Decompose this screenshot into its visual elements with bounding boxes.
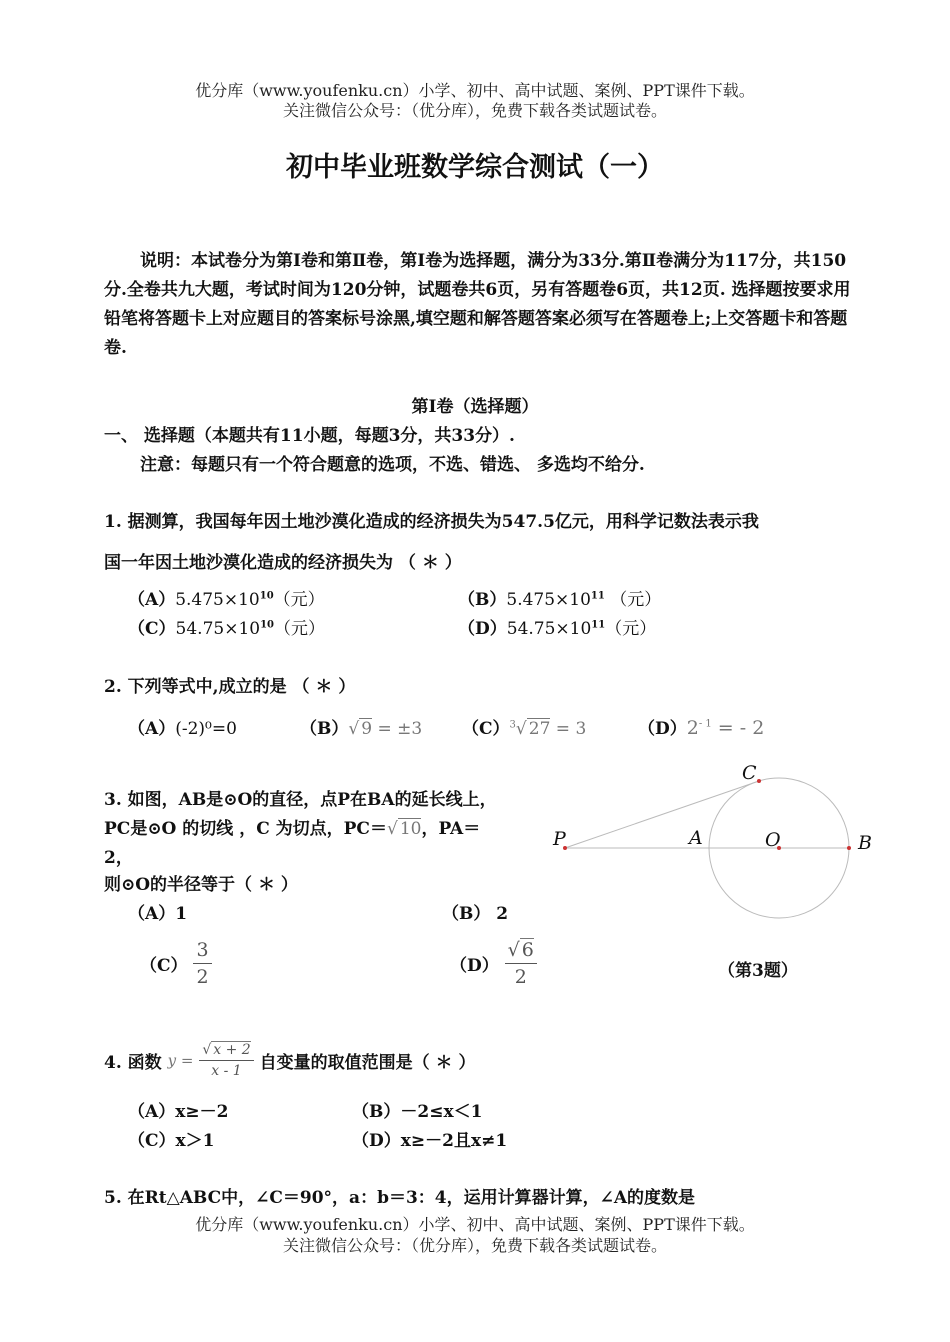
q1-option-a: $(A)5.475\times 10^{10}$（元）: [128, 590, 325, 610]
q1-stem-line2: 国一年因土地沙漠化造成的经济损失为 （ ＊ ）: [104, 553, 462, 573]
point-b: [847, 846, 851, 850]
label-b: B: [858, 832, 872, 854]
q4-option-d: （D）x≥－2且x≠1: [352, 1131, 508, 1151]
section-part: 一、 选择题（本题共有11小题，每题3分，共33分）.: [104, 426, 515, 446]
header-line-1: 优分库（www.youfenku.cn）小学、初中、高中试题、案例、PPT课件下载。: [195, 81, 755, 100]
q3-geometry-figure: [545, 760, 875, 930]
q2-option-d: $(D)2^{- 1}$ = - 2: [638, 717, 765, 739]
label-c: C: [742, 762, 757, 784]
q2-option-b: （B）√ 9 = ±3: [300, 719, 423, 739]
q3-option-d: （D） $\frac{√ 6}{2}$: [450, 937, 537, 990]
q4-option-b: （B）－2≤x＜1: [352, 1102, 483, 1122]
q3-line3: 2，: [104, 848, 133, 868]
q1-option-b: $(B)5.475\times 10^{11}$ （元）: [458, 590, 662, 610]
q2-stem: 2. 下列等式中,成立的是 （ ＊ ）: [104, 677, 356, 697]
label-p: P: [553, 828, 566, 850]
q5-stem: 5. 在Rt△ABC中，∠C＝90°，a：b＝3：4，运用计算器计算，∠A的度数是: [104, 1188, 696, 1208]
instructions: 说明：本试卷分为第Ⅰ卷和第Ⅱ卷，第Ⅰ卷为选择题，满分为33分.第Ⅱ卷满分为117分，共150分.全卷共九大题，考试时间为120分钟，试题卷共6页，另有答题卷6页，共12页. 选择题按要求用铅笔将答题卡上对应题目的答案标号涂黑,填空题和解答题答案必须写在答题卷上;上交答题卡和答题卷.: [104, 251, 851, 358]
section-note: 注意：每题只有一个符合题意的选项，不选、错选、 多选均不给分.: [140, 455, 645, 475]
q3-line1: 3. 如图，AB是⊙O的直径，点P在BA的延长线上，: [104, 790, 497, 810]
label-o: O: [765, 829, 781, 851]
section-heading: 第Ⅰ卷（选择题）: [411, 397, 539, 417]
q2-option-a: （A）(-2)⁰=0: [128, 719, 237, 739]
q1-option-c: $(C)54.75\times 10^{10}$（元）: [128, 619, 325, 639]
q4-stem: 4. 函数 y = $\frac{√ x + 2}{x - 1}$ 自变量的取值范围是（ ＊ ）: [104, 1042, 476, 1079]
q3-option-a: （A）1: [128, 904, 188, 924]
q3-option-b: （B） 2: [442, 904, 509, 924]
q4-option-c: （C）x＞1: [128, 1131, 215, 1151]
q3-line2: PC是⊙O 的切线 ，C 为切点，PC＝√ 10，PA＝: [104, 819, 481, 839]
q1-stem-line1: 1. 据测算，我国每年因土地沙漠化造成的经济损失为547.5亿元，用科学记数法表示我: [104, 512, 759, 532]
q3-option-c: （C） $\frac{3}{2}$: [140, 937, 212, 990]
label-a: A: [689, 827, 703, 849]
tangent-pc: [565, 781, 759, 848]
q2-option-c: $(C)^3√$ 27 = 3: [462, 719, 587, 739]
q3-line4: 则⊙O的半径等于（ ＊ ）: [104, 875, 298, 895]
header-line-2: 关注微信公众号：（优分库），免费下载各类试题试卷。: [282, 101, 667, 120]
point-c: [757, 779, 761, 783]
footer-line-2: 关注微信公众号：（优分库），免费下载各类试题试卷。: [282, 1236, 667, 1255]
page-title: 初中毕业班数学综合测试（一）: [286, 152, 664, 183]
q4-option-a: （A）x≥－2: [128, 1102, 229, 1122]
q3-figure-caption: （第3题）: [718, 961, 798, 981]
footer-line-1: 优分库（www.youfenku.cn）小学、初中、高中试题、案例、PPT课件下载。: [195, 1215, 755, 1234]
q1-option-d: $(D)54.75\times 10^{11}$（元）: [458, 619, 657, 639]
